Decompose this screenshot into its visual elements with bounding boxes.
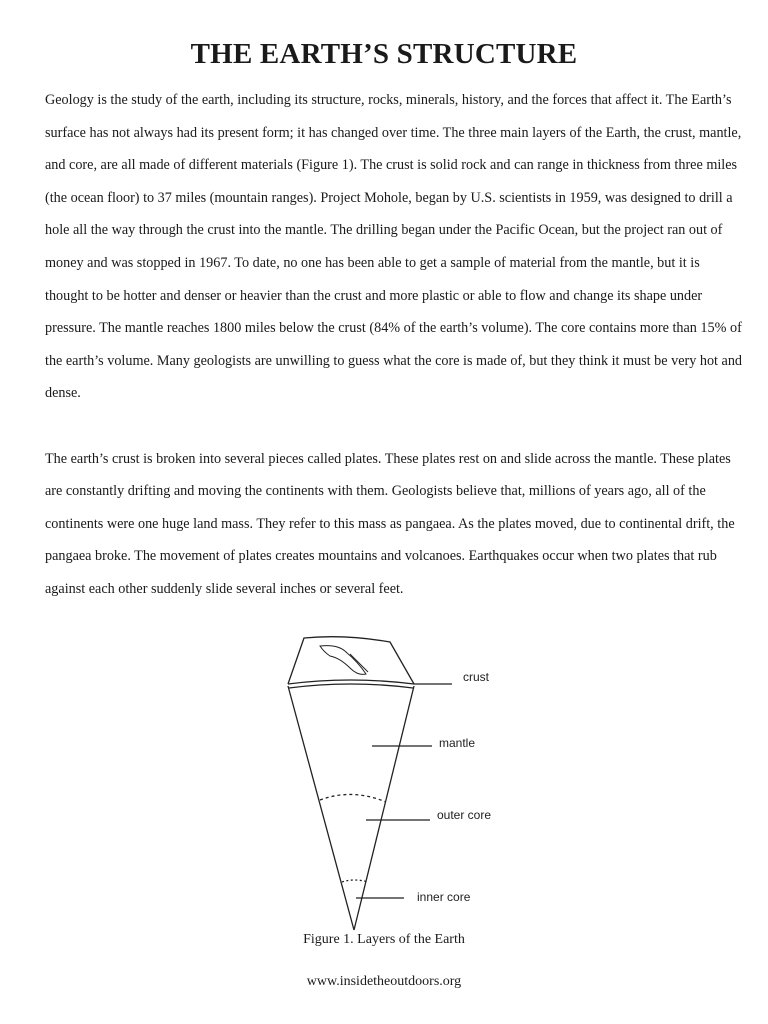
label-mantle: mantle [439, 736, 476, 750]
crust-landmass [320, 646, 366, 675]
crust-cap [288, 637, 414, 684]
label-crust: crust [463, 670, 490, 684]
earth-layers-figure [280, 632, 500, 932]
cone-left-side [288, 686, 354, 930]
inner-core-boundary [342, 880, 368, 882]
label-outer-core: outer core [437, 808, 492, 822]
body-text [45, 84, 745, 606]
figure-caption: Figure 1. Layers of the Earth [303, 932, 465, 947]
outer-core-boundary [320, 794, 386, 802]
paragraph-plates: The earth’s crust is broken into several pieces called plates. These plates rest on and slide across the mantle. These plates are constantly drifting and moving the continents with them. Geologists believe that, millions of years ago, all of the continents were one huge land mass. They refer to this mass as pangaea. As the plates moved, due to continental drift, the pangaea broke. The movement of plates creates mountains and volcanoes. Earthquakes occur when two plates that rub against each other suddenly slide several inches or several feet. [45, 450, 735, 597]
page-title: THE EARTH’S STRUCTURE [190, 38, 578, 70]
footer-url: www.insidetheoutdoors.org [306, 974, 462, 989]
cone-right-side [354, 686, 414, 930]
label-inner-core: inner core [417, 890, 471, 904]
paragraph-geology: Geology is the study of the earth, including its structure, rocks, minerals, history, and the forces that affect it. The Earth’s surface has not always had its present form; it has changed over time. The three main layers of the Earth, the crust, mantle, and core, are all made of different materials (Figure 1). The crust is solid rock and can range in thickness from three miles (the ocean floor) to 37 miles (mountain ranges). Project Mohole, began by U.S. scientists in 1959, was designed to drill a hole all the way through the crust into the mantle. The drilling began under the Pacific Ocean, but the project ran out of money and was stopped in 1967. To date, no one has been able to get a sample of material from the mantle, but it is thought to be hotter and denser or heavier than the crust and more plastic or able to flow and change its shape under pressure. The mantle reaches 1800 miles below the crust (84% of the earth’s volume). The core contains more than 15% of the earth’s volume. Many geologists are unwilling to guess what the core is made of, but they think it must be very hot and dense. [45, 92, 743, 402]
